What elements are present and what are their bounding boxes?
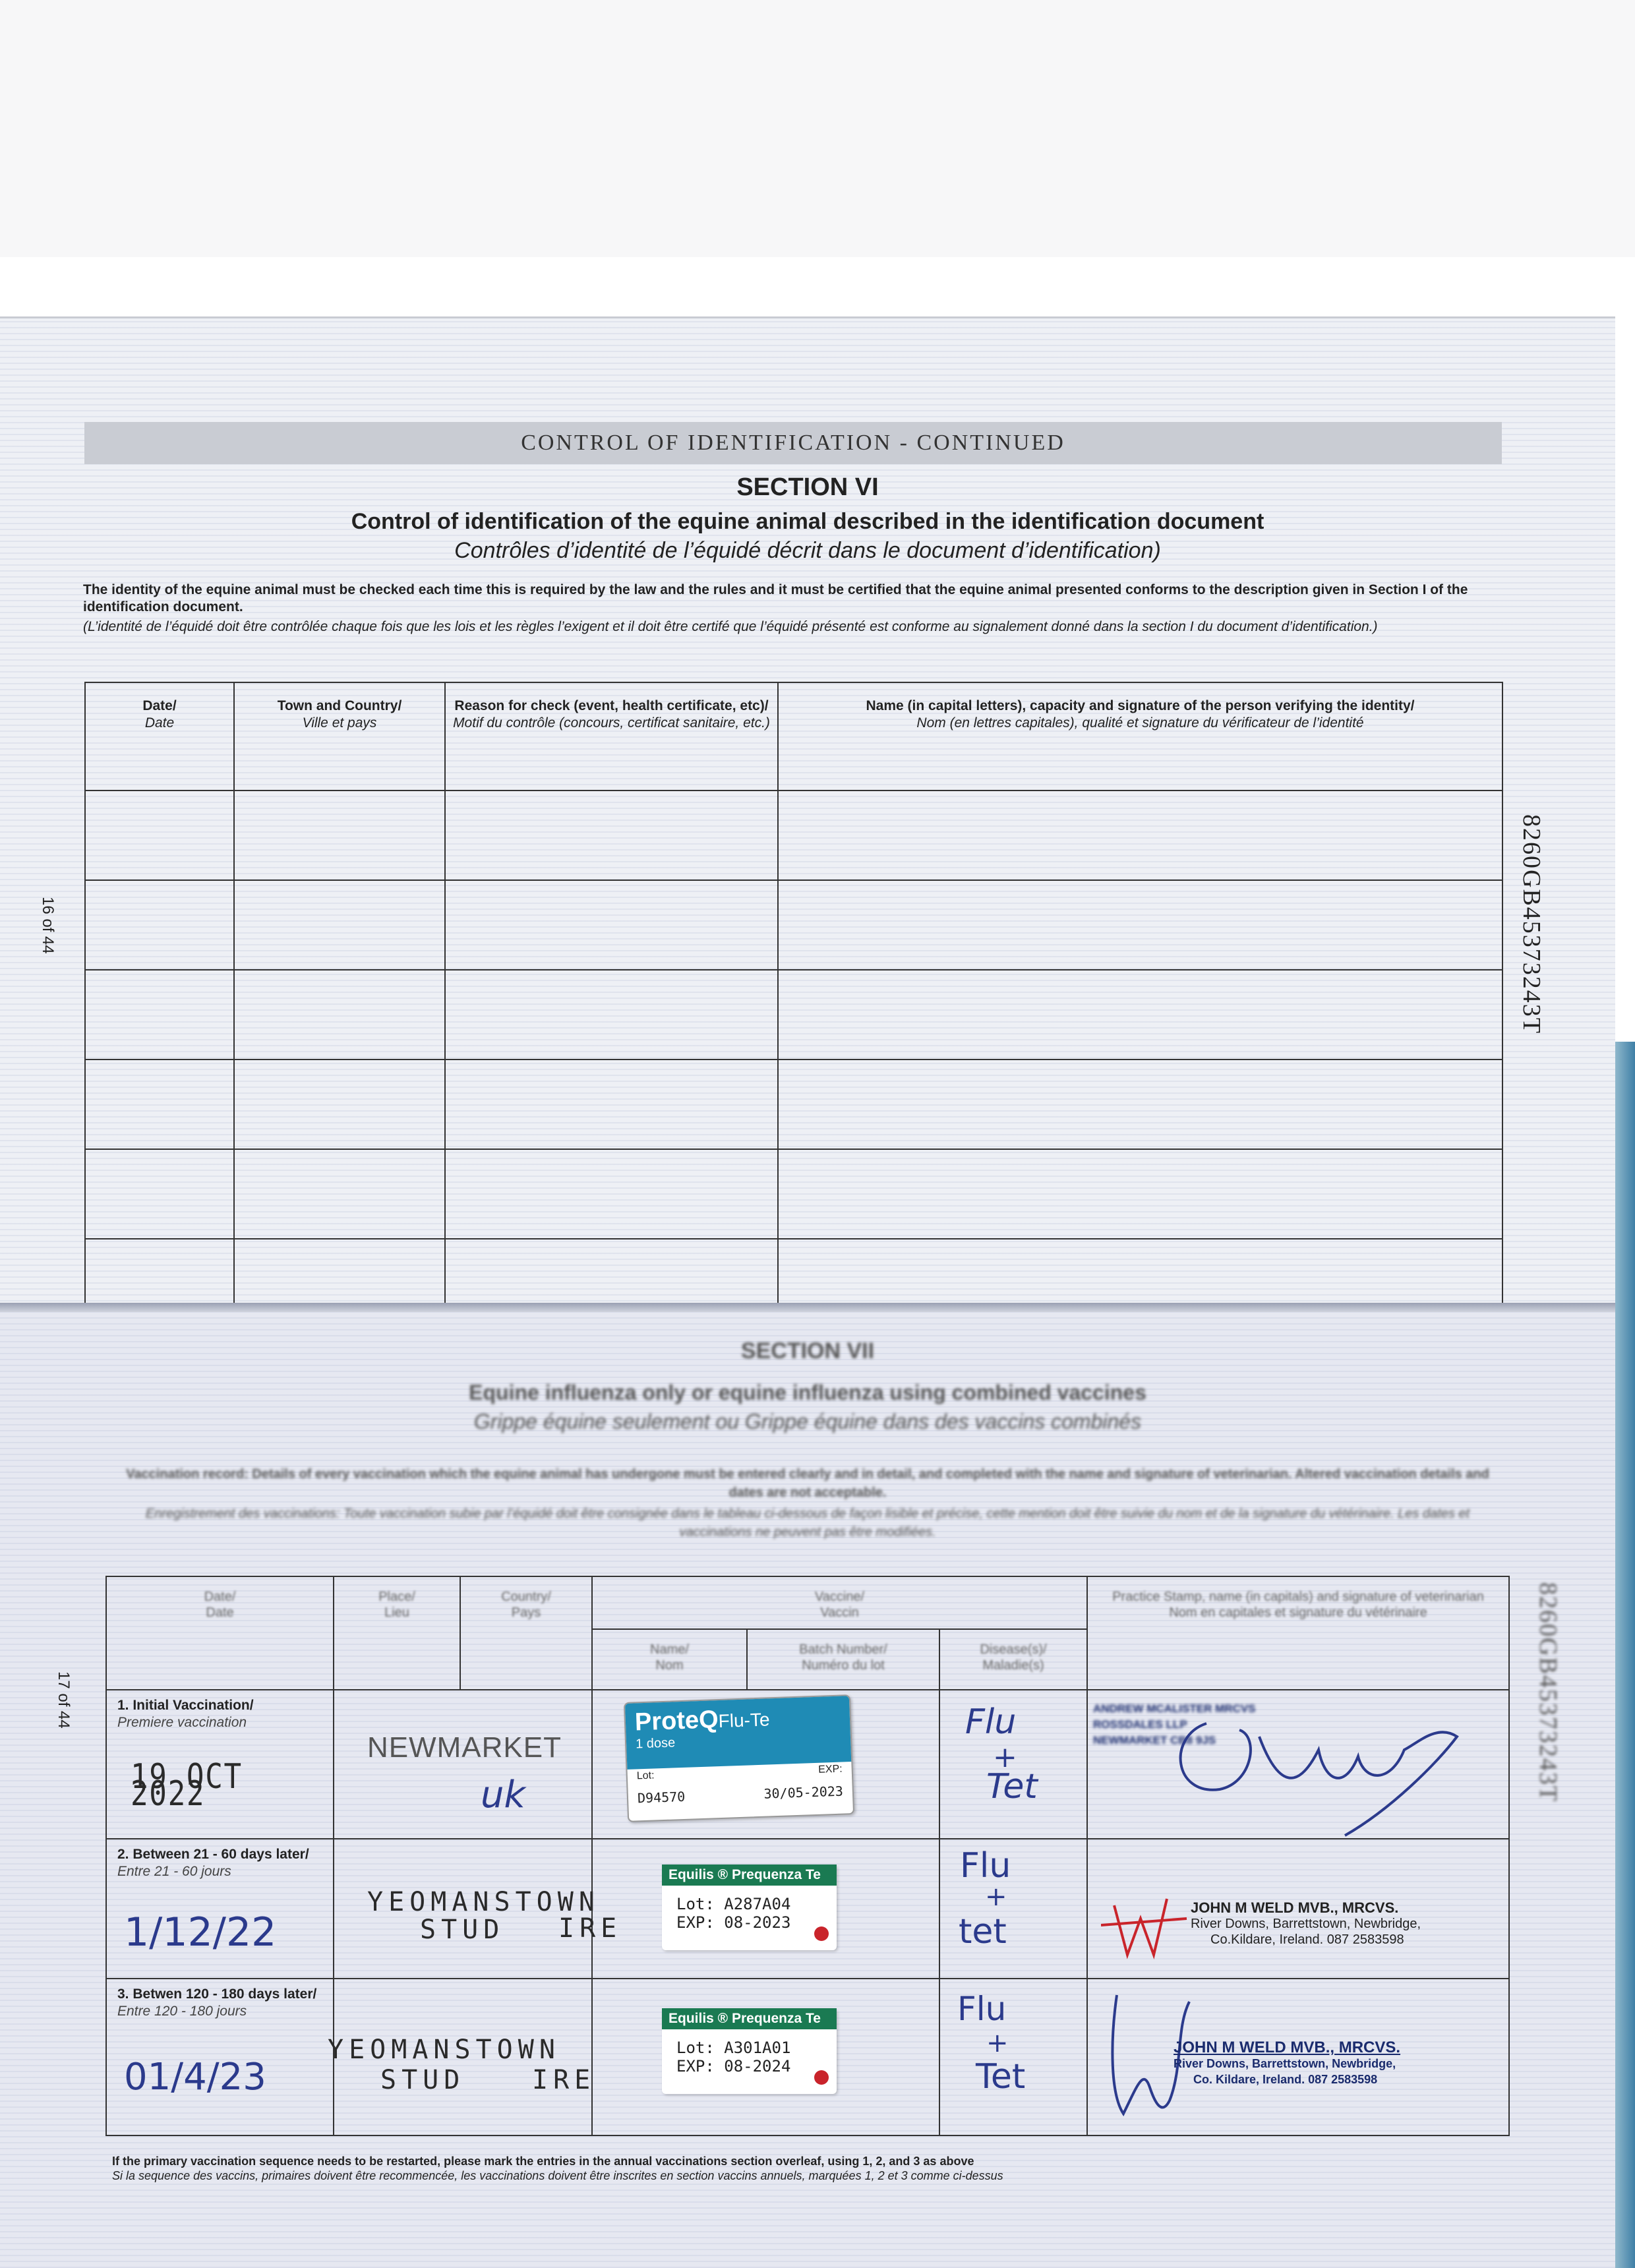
row-label: 1. Initial Vaccination/ Premiere vaccination 19 OCT 2022 <box>106 1690 334 1839</box>
page-number-16: 16 of 44 <box>39 897 57 954</box>
identity-check-table <box>84 682 1503 1305</box>
page-number-17: 17 of 44 <box>55 1671 73 1729</box>
row-label: 3. Betwen 120 - 180 days later/ Entre 120 - 180 jours 01/4/23 <box>106 1979 334 2135</box>
col-header-disease: Disease(s)/ Maladie(s) <box>939 1629 1087 1690</box>
country-handwriting: uk <box>481 1774 525 1816</box>
table-row <box>85 1059 1502 1149</box>
vaccination-row-1 <box>106 1690 1509 1839</box>
col-header-vaccine-name: Name/ Nom <box>592 1629 747 1690</box>
vet-stamp: JOHN M WELD MVB., MRCVS. River Downs, Barrettstown, Newbridge, Co.Kildare, Ireland. 087 2583598 <box>1191 1899 1421 1947</box>
vet-cell <box>1087 1979 1509 2135</box>
col-header-batch: Batch Number/ Numéro du lot <box>747 1629 939 1690</box>
section-vi-instructions-en: The identity of the equine animal must be checked each time this is required by the law and the rules and it must be certified that the equine animal presented conforms to the description given in Section I of the identification document. <box>83 582 1468 614</box>
section-banner: CONTROL OF IDENTIFICATION - CONTINUED <box>84 422 1502 464</box>
place-cell <box>334 1690 592 1839</box>
proteq-label: ProteQFlu-Te 1 dose Lot: EXP: D94570 30/05-2023 <box>624 1694 854 1822</box>
row-label: 2. Between 21 - 60 days later/ Entre 21 - 60 jours 1/12/22 <box>106 1839 334 1979</box>
horse-id-number-faded: 8260GB45373243T <box>1534 1582 1562 1803</box>
disease-cell: Flu + Tet <box>939 1690 1087 1839</box>
table-row <box>85 1239 1502 1305</box>
section-vi-instructions-fr: (L’identité de l’équidé doit être contrôlée chaque fois que les lois et les règles l’exigent et il doit être certifé que l’équidé présenté est conforme au signalement donné dans la section I du document d’identification.) <box>83 619 1378 634</box>
section-vii-instructions-en: Vaccination record: Details of every vaccination which the equine animal has undergone must be entered clearly and in detail, and completed with the name and signature of veterinarian. Altered vaccination details and dates are not acceptable. <box>126 1467 1489 1500</box>
vet-signature <box>1127 1697 1497 1842</box>
table-row <box>85 880 1502 970</box>
date-handwriting: 01/4/23 <box>124 2056 266 2099</box>
vaccination-row-3 <box>106 1979 1509 2135</box>
table-row <box>85 791 1502 880</box>
col-header-place: Place/ Lieu <box>334 1576 460 1690</box>
background-edge <box>1615 1042 1635 2268</box>
col-header-verifier: Name (in capital letters), capacity and signature of the person verifying the identity/ Nom (en lettres capitales), qualité et signature du vérificateur de l’identité <box>778 682 1502 791</box>
equilis-label: Equilis ® Prequenza Te Lot: A287A04 EXP: 08-2023 <box>662 1865 837 1950</box>
col-header-date: Date/ Date <box>85 682 234 791</box>
vet-cell <box>1087 1839 1509 1979</box>
section-vii-subtitle-en: Equine influenza only or equine influenza using combined vaccines <box>469 1381 1146 1404</box>
section-vi-subtitle-fr: Contrôles d’identité de l’équidé décrit dans le document d’identification) <box>454 538 1161 563</box>
equilis-label: Equilis ® Prequenza Te Lot: A301A01 EXP: 08-2024 <box>662 2008 837 2094</box>
vet-stamp: ANDREW MCALISTER MRCVS ROSSDALES LLP NEWMARKET CB8 9JS <box>1093 1702 1256 1746</box>
date-handwriting: 1/12/22 <box>124 1909 277 1955</box>
col-header-reason: Reason for check (event, health certificate, etc)/ Motif du contrôle (concours, certificat sanitaire, etc.) <box>445 682 778 791</box>
horse-id-number: 8260GB45373243T <box>1518 814 1545 1034</box>
place-stamp: NEWMARKET <box>367 1731 562 1764</box>
vaccine-label-cell <box>592 1979 939 2135</box>
vet-stamp: JOHN M WELD MVB., MRCVS. River Downs, Barrettstown, Newbridge, Co. Kildare, Ireland. 087 2583598 <box>1174 2039 1401 2086</box>
date-stamp: 19 OCT 2022 <box>131 1757 243 1814</box>
table-row <box>85 1149 1502 1239</box>
section-vi-subtitle-en: Control of identification of the equine animal described in the identification document <box>351 509 1264 534</box>
col-header-town: Town and Country/ Ville et pays <box>234 682 445 791</box>
vaccine-label-cell <box>592 1839 939 1979</box>
country-stamp: IRE <box>532 2065 596 2095</box>
scanner-background <box>0 0 1635 257</box>
country-stamp: IRE <box>558 1913 622 1944</box>
vaccination-row-2 <box>106 1839 1509 1979</box>
section-vii-instructions-fr: Enregistrement des vaccinations: Toute vaccination subie par l’équidé doit être consignée dans le tableau ci-dessous de façon lisible et précise, cette mention doit être suivie du nom et de la signature du vétérinaire. Les dates et vaccinations ne peuvent pas être modifiées. <box>145 1507 1470 1539</box>
footnote-en: If the primary vaccination sequence needs to be restarted, please mark the entries in the annual vaccinations section overleaf, using 1, 2, and 3 as above <box>112 2155 974 2168</box>
disease-cell: Flu + Tet <box>939 1979 1087 2135</box>
vet-signature <box>1101 1892 1193 1965</box>
disease-cell: Flu + tet <box>939 1839 1087 1979</box>
section-vii-title: SECTION VII <box>740 1338 875 1363</box>
vaccine-label-cell <box>592 1690 939 1839</box>
place-cell: YEOMANSTOWN STUD IRE <box>334 1839 592 1979</box>
col-header-country: Country/ Pays <box>460 1576 592 1690</box>
col-header-date: Date/ Date <box>106 1576 334 1690</box>
section-vii-subtitle-fr: Grippe équine seulement ou Grippe équine dans des vaccins combinés <box>473 1410 1142 1433</box>
vaccination-table <box>105 1576 1510 2136</box>
vet-cell <box>1087 1690 1509 1839</box>
footnote-fr: Si la sequence des vaccins, primaires doivent être recommencée, les vaccinations doivent être inscrites en section vaccins annuels, marquées 1, 2 et 3 comme ci-dessus <box>112 2169 1003 2182</box>
col-header-vet: Practice Stamp, name (in capitals) and signature of veterinarian Nom en capitales et signature du vétérinaire <box>1087 1576 1509 1690</box>
section-vi-title: SECTION VI <box>736 473 879 501</box>
table-row <box>85 970 1502 1059</box>
place-cell: YEOMANSTOWN STUD IRE <box>334 1979 592 2135</box>
col-header-vaccine: Vaccine/ Vaccin <box>592 1576 1087 1629</box>
